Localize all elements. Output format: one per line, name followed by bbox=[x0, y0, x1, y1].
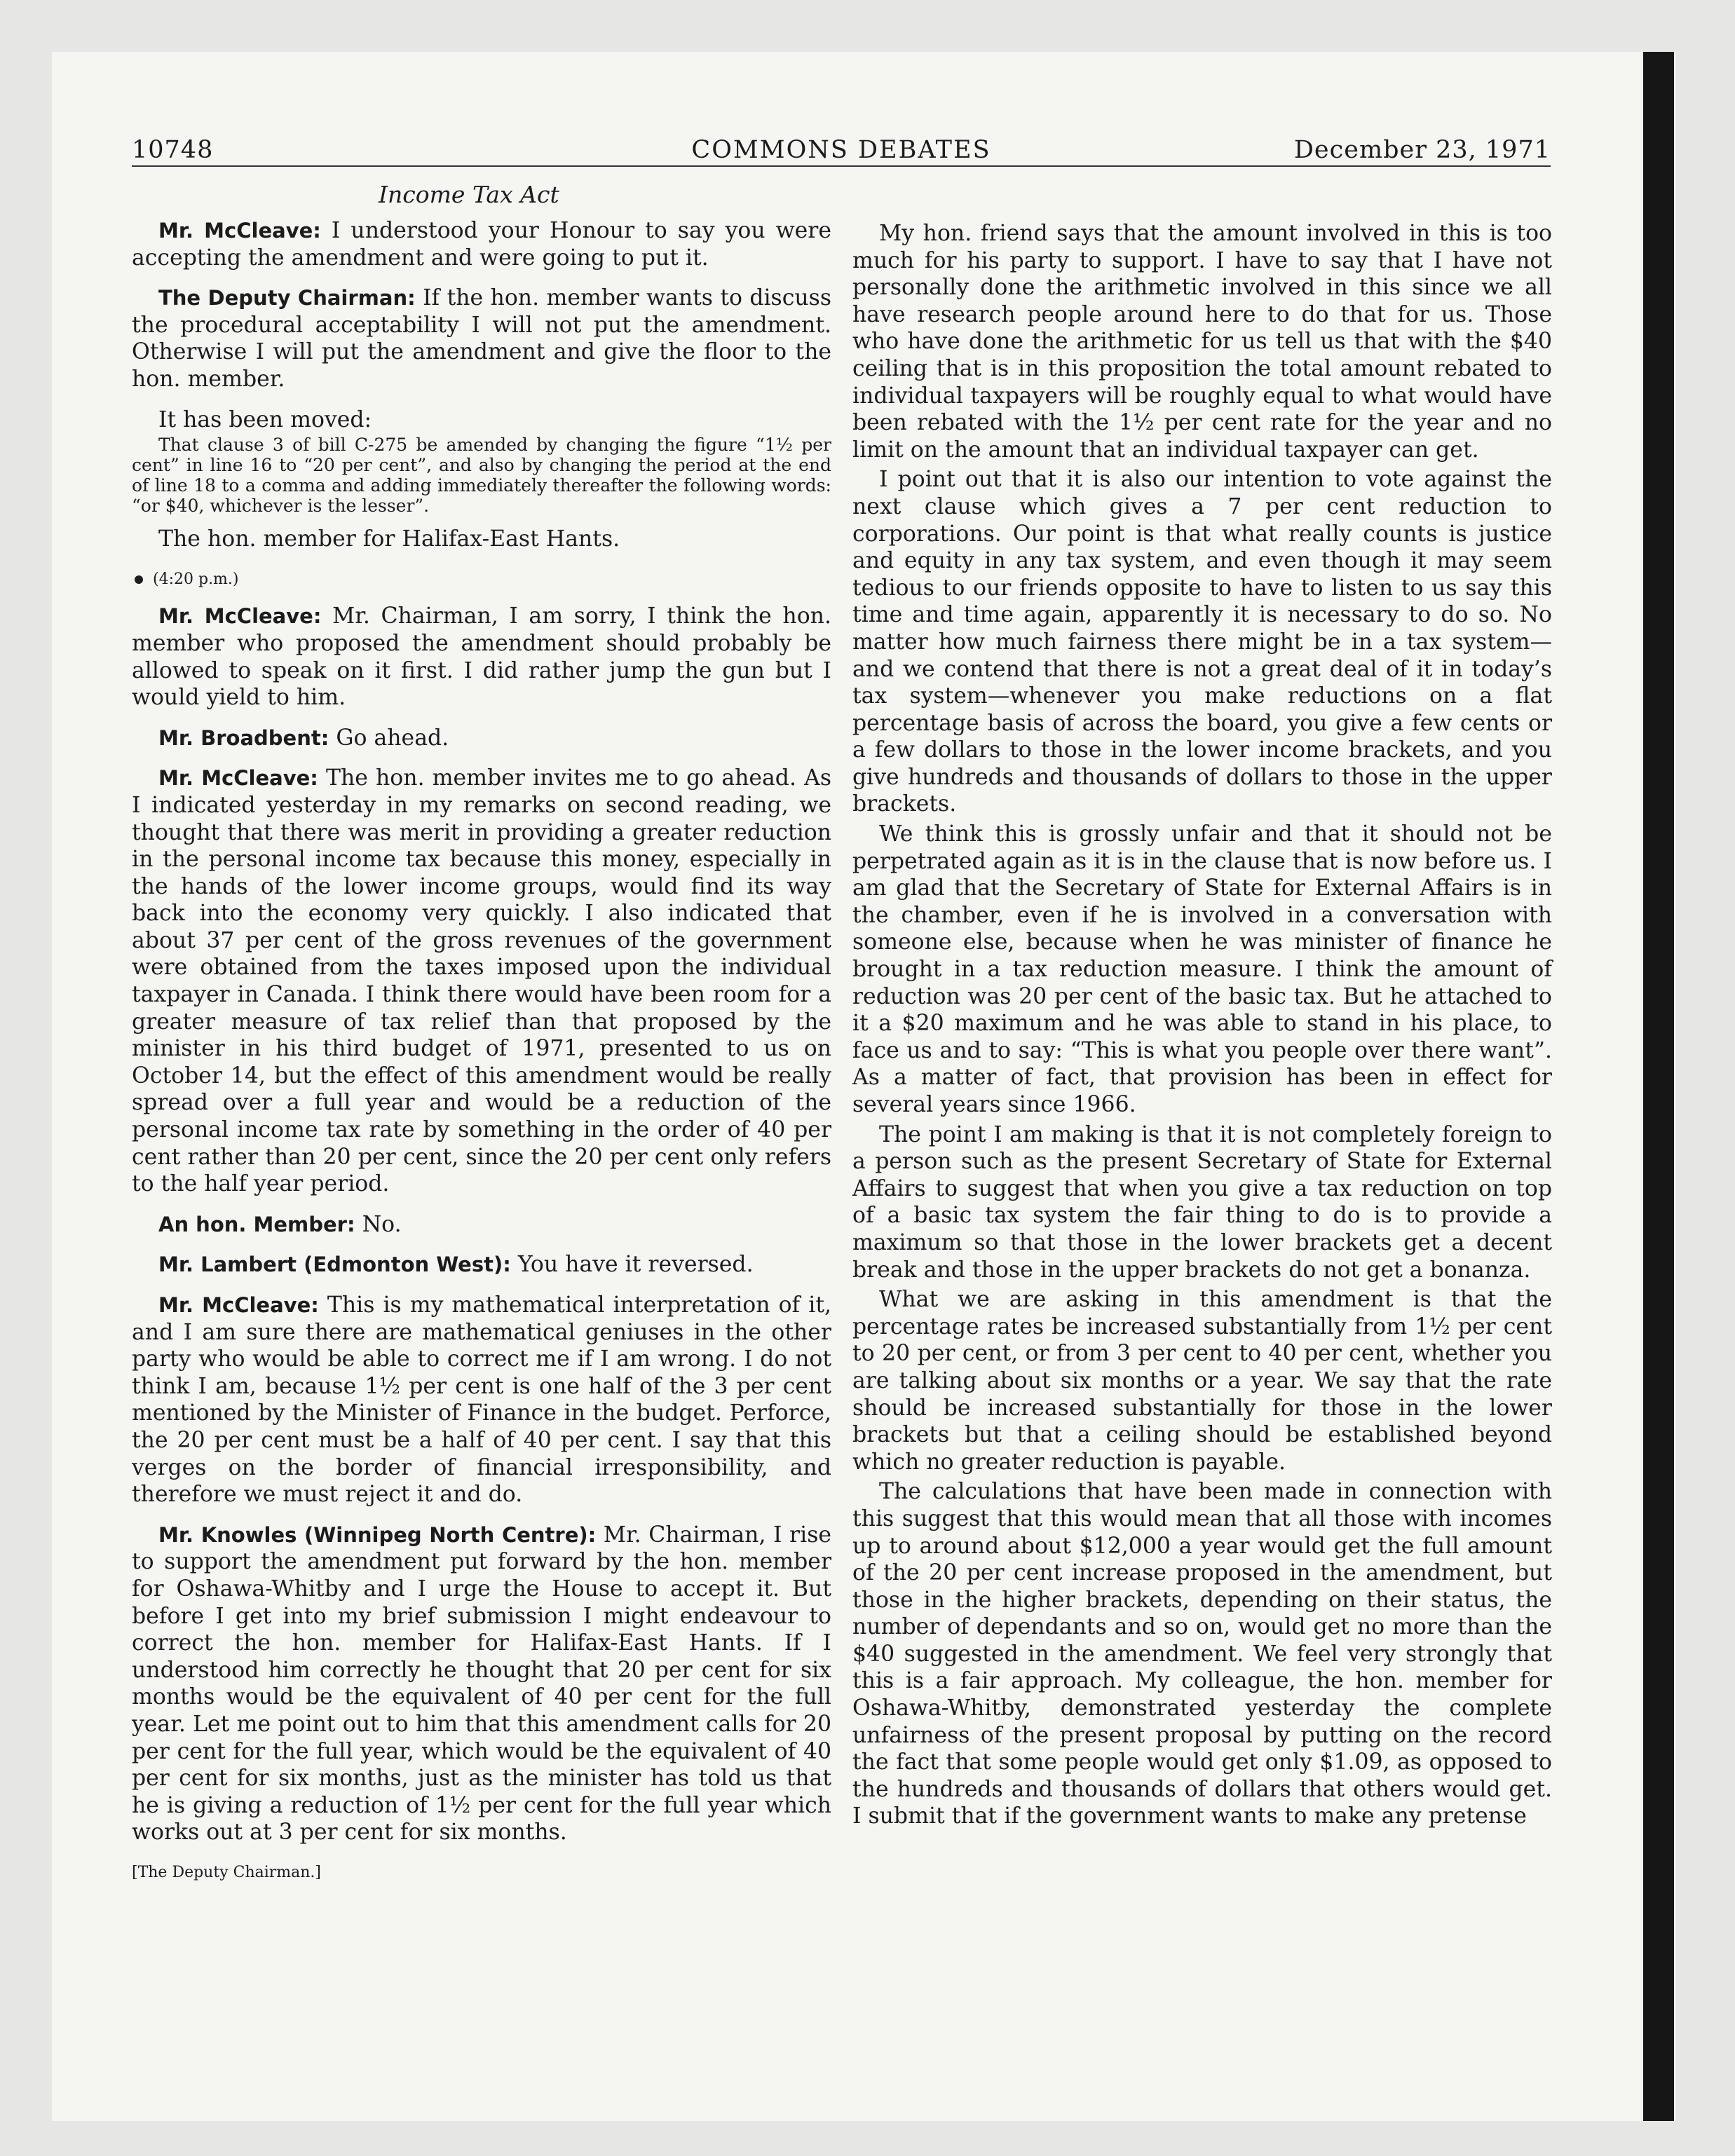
speech-paragraph bbox=[132, 603, 831, 711]
page-number: 10748 bbox=[132, 136, 214, 164]
issue-date: December 23, 1971 bbox=[1293, 136, 1551, 164]
speech-text: This is my mathematical interpretation of it, and I am sure there are mathematical geniuses in the other party who would be able to correct me if I am wrong. I do not think I am, because 1½ per cent is one half of the 3 per cent mentioned by the Minister of Finance in the budget. Perforce, the 20 per cent must be a half of 40 per cent. I say that this verges on the border of financial irresponsibility, and therefore we must reject it and do. bbox=[132, 1292, 831, 1508]
speech-paragraph bbox=[132, 725, 831, 752]
timestamp bbox=[132, 566, 831, 594]
speech-paragraph bbox=[132, 765, 831, 1198]
speech-paragraph: The calculations that have been made in connection with this suggest that this would mean that all those with incomes up to around about $12,000 a year would get the full amount of the 20 per cent increase proposed in the amendment, but those in the higher brackets, depending on their status, the number of dependants and so on, would get no more than the $40 suggested in the amendment. We feel very strongly that this is a fair approach. My colleague, the hon. member for Oshawa-Whitby, demonstrated yesterday the complete unfairness of the present proposal by putting on the record the fact that some people would get only $1.09, as opposed to the hundreds and thousands of dollars that others would get. I submit that if the government wants to make any pretense bbox=[852, 1479, 1552, 1829]
speaker-name: Mr. Broadbent: bbox=[158, 725, 329, 750]
speech-text: Mr. Chairman, I rise to support the amendment put forward by the hon. member for Oshawa-Whitby and I urge the House to accept it. But before I get into my brief submission I might endeavour to correct the hon. member for Halifax-East Hants. If I understood him correctly he thought that 20 per cent for six months would be the equivalent of 40 per cent for the full year. Let me point out to him that this amendment calls for 20 per cent for the full year, which would be the equivalent of 40 per cent for six months, just as the minister has told us that he is giving a reduction of 1½ per cent for the full year which works out at 3 per cent for six months. bbox=[132, 1522, 831, 1845]
speech-paragraph: What we are asking in this amendment is that the percentage rates be increased substantially from 1½ per cent to 20 per cent, or from 3 per cent to 40 per cent, whether you are talking about six months or a year. We say that the rate should be increased substantially for those in the lower brackets but that a ceiling should be established beyond which no greater reduction is payable. bbox=[852, 1287, 1552, 1475]
motion-text: That clause 3 of bill C-275 be amended by changing the figure “1½ per cent” in line 16 to “20 per cent”, and also by changing the period at the end of line 18 to a comma and adding immediately thereafter the following words: “or $40, whichever is the lesser”. bbox=[132, 435, 831, 517]
speech-paragraph bbox=[132, 1251, 831, 1278]
speaker-name: Mr. Lambert (Edmonton West): bbox=[158, 1253, 511, 1277]
speech-paragraph bbox=[132, 217, 831, 271]
speech-paragraph: We think this is grossly unfair and that it should not be perpetrated again as it is in the clause that is now before us. I am glad that the Secretary of State for External Affairs is in the chamber, even if he is involved in a conversation with someone else, because when he was minister of finance he brought in a tax reduction measure. I think the amount of reduction was 20 per cent of the basic tax. But he attached to it a $20 maximum and he was able to stand in his place, to face us and to say: “This is what you people over there want”. As a matter of fact, that provision has been in effect for several years since 1966. bbox=[852, 821, 1552, 1117]
speech-paragraph: My hon. friend says that the amount involved in this is too much for his party to support. I have to say that I have not personally done the arithmetic involved in this since we all have research people around here to do that for us. Those who have done the arithmetic for us tell us that with the $40 ceiling that is in this proposition the total amount rebated to individual taxpayers will be roughly equal to what would have been rebated with the 1½ per cent rate for the year and no limit on the amount that an individual taxpayer can get. bbox=[852, 221, 1552, 463]
left-column bbox=[132, 217, 831, 1899]
continuation-note: [The Deputy Chairman.] bbox=[132, 1863, 322, 1881]
timestamp-text: (4:20 p.m.) bbox=[153, 570, 239, 588]
speech-text: Go ahead. bbox=[329, 725, 449, 751]
speech-paragraph: The hon. member for Halifax-East Hants. bbox=[158, 526, 620, 552]
speech-text: I understood your Honour to say you were accepting the amendment and were going to put it. bbox=[132, 218, 831, 271]
bullet-icon bbox=[135, 575, 143, 584]
speech-text: You have it reversed. bbox=[510, 1252, 754, 1278]
speech-paragraph bbox=[132, 1522, 831, 1846]
scan-binding-edge bbox=[1643, 52, 1674, 2121]
speech-text: No. bbox=[355, 1211, 402, 1237]
section-title: Income Tax Act bbox=[379, 181, 559, 208]
speech-text: The hon. member invites me to go ahead. As I indicated yesterday in my remarks on second reading, we thought that there was merit in providing a greater reduction in the personal income tax because this money, especially in the hands of the lower income groups, would find its way back into the economy very quickly. I also indicated that about 37 per cent of the gross revenues of the government were obtained from the taxes imposed upon the individual taxpayer in Canada. I think there would have been room for a greater measure of tax relief than that proposed by the minister in his third budget of 1971, presented to us on October 14, but the effect of this amendment would be really spread over a full year and would be a reduction of the personal income tax rate by something in the order of 40 per cent rather than 20 per cent, since the 20 per cent only refers to the half year period. bbox=[132, 765, 831, 1197]
speaker-name: Mr. McCleave: bbox=[158, 604, 322, 629]
right-column bbox=[852, 220, 1552, 1833]
speaker-name: Mr. McCleave: bbox=[158, 219, 321, 243]
speaker-name: An hon. Member: bbox=[158, 1212, 355, 1236]
speech-text: If the hon. member wants to discuss the procedural acceptability I will not put the amendment. Otherwise I will put the amendment and give the floor to the hon. member. bbox=[132, 285, 831, 392]
journal-name: COMMONS DEBATES bbox=[691, 136, 991, 164]
speaker-name: Mr. McCleave: bbox=[158, 1293, 319, 1317]
speaker-name: Mr. McCleave: bbox=[158, 766, 318, 791]
speaker-name: The Deputy Chairman: bbox=[158, 286, 416, 311]
moved-label: It has been moved: bbox=[158, 407, 372, 432]
speech-paragraph bbox=[132, 1292, 831, 1508]
speech-paragraph: I point out that it is also our intention to vote against the next clause which gives a 7 per cent reduction to corporations. Our point is that what really counts is justice and equity in any tax system, and even though it may seem tedious to our friends opposite to have to listen to us say this time and time again, apparently it is necessary to do so. No matter how much fairness there might be in a tax system—and we contend that there is not a great deal of it in today’s tax system—whenever you make reductions on a flat percentage basis of across the board, you give a few cents or a few dollars to those in the lower income brackets, and you give hundreds and thousands of dollars to those in the upper brackets. bbox=[852, 467, 1552, 817]
speech-text: Mr. Chairman, I am sorry, I think the hon. member who proposed the amendment should probably be allowed to speak on it first. I did rather jump the gun but I would yield to him. bbox=[132, 603, 831, 711]
speech-paragraph: The point I am making is that it is not completely foreign to a person such as the present Secretary of State for External Affairs to suggest that when you give a tax reduction on top of a basic tax system the fair thing to do is to provide a maximum so that those in the lower brackets get a decent break and those in the upper brackets do not get a bonanza. bbox=[852, 1121, 1552, 1283]
speaker-name: Mr. Knowles (Winnipeg North Centre): bbox=[158, 1522, 597, 1547]
speech-paragraph bbox=[132, 285, 831, 393]
running-header bbox=[132, 132, 1551, 167]
speech-paragraph bbox=[132, 1211, 831, 1239]
